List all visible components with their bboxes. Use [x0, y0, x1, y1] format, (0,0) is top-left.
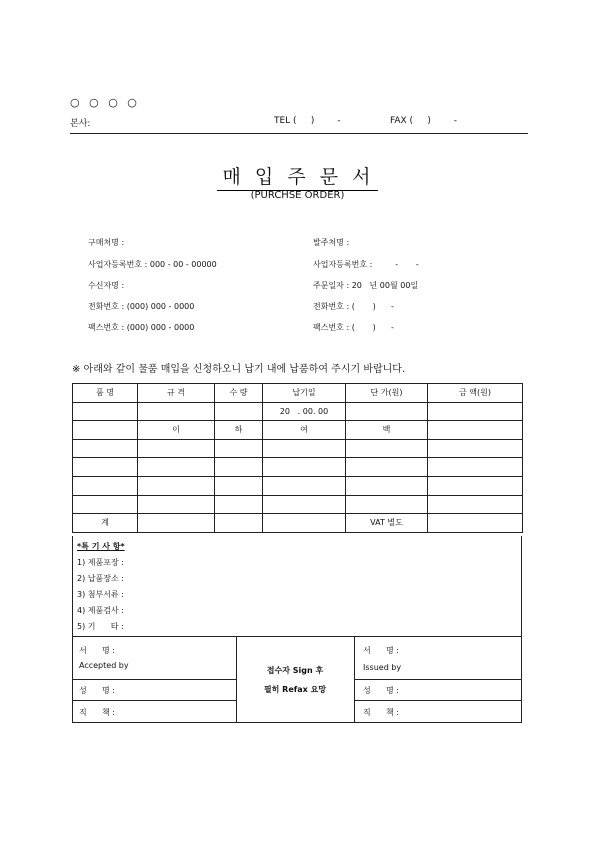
table-row	[73, 402, 523, 421]
right-row-line-1	[354, 679, 522, 680]
supplier-name: 발주처명 :	[313, 238, 350, 247]
total-amount-cell[interactable]	[428, 514, 523, 533]
remark-other[interactable]: 5) 기 타 :	[77, 622, 124, 631]
table-header-row	[73, 384, 523, 403]
refax-note-line2: 필히 Refax 요망	[263, 685, 327, 694]
remarks-title: *특 기 사 항*	[77, 542, 125, 551]
supplier-phone: 전화번호 : ( ) -	[313, 302, 394, 311]
col-header-spec: 규 격	[138, 384, 215, 403]
left-row-line-1	[72, 679, 236, 680]
buyer-biz-number: 사업자등록번호 : 000 - 00 - 00000	[88, 260, 217, 269]
right-row-line-2	[354, 700, 522, 701]
document-subtitle: (PURCHSE ORDER)	[250, 190, 345, 201]
amount-words-3: 여	[263, 421, 346, 440]
header-divider	[70, 133, 528, 134]
order-items-table	[72, 383, 523, 533]
supplier-fax: 팩스번호 : ( ) -	[313, 323, 394, 332]
due-date-cell[interactable]: 20 . 00. 00	[263, 402, 346, 421]
vat-label: VAT 별도	[346, 514, 428, 533]
hq-label: 본사:	[70, 119, 91, 129]
table-row	[73, 421, 523, 440]
total-row	[73, 514, 523, 533]
remark-packaging[interactable]: 1) 제품포장 :	[77, 558, 124, 567]
table-row	[73, 495, 523, 514]
total-label: 계	[73, 514, 138, 533]
col-header-price: 단 가(원)	[346, 384, 428, 403]
amount-words-1: 이	[138, 421, 215, 440]
table-row	[73, 439, 523, 458]
remark-inspection[interactable]: 4) 제품검사 :	[77, 606, 124, 615]
amount-words-2: 하	[215, 421, 263, 440]
buyer-title-label[interactable]: 직 책 :	[79, 708, 115, 717]
buyer-phone: 전화번호 : (000) 000 - 0000	[88, 302, 195, 311]
supplier-biz-number: 사업자등록번호 : - -	[313, 260, 419, 269]
buyer-fax: 팩스번호 : (000) 000 - 0000	[88, 323, 195, 332]
left-row-line-2	[72, 700, 236, 701]
company-name-placeholder: ○ ○ ○ ○	[70, 96, 140, 109]
order-date: 주문일자 : 20 년 00월 00일	[313, 281, 419, 290]
fax-field: FAX ( ) -	[390, 116, 457, 126]
document-title: 매 입 주 문 서	[0, 162, 595, 191]
table-row	[73, 476, 523, 495]
remark-attachments[interactable]: 3) 첨부서류 :	[77, 590, 124, 599]
issued-by-label: Issued by	[363, 663, 402, 672]
buyer-signature-label[interactable]: 서 명 :	[79, 646, 115, 655]
table-row	[73, 458, 523, 477]
issuer-title-label[interactable]: 직 책 :	[363, 708, 399, 717]
notice-text: ※ 아래와 같이 물품 매입을 신청하오니 납기 내에 납품하여 주시기 바랍니다.	[72, 364, 406, 375]
col-header-amount: 금 액(원)	[428, 384, 523, 403]
amount-words-4: 백	[346, 421, 428, 440]
remark-delivery-place[interactable]: 2) 납품장소 :	[77, 574, 124, 583]
remarks-box	[72, 536, 522, 637]
recipient-name: 수신자명 :	[88, 281, 125, 290]
tel-field: TEL ( ) -	[274, 116, 341, 126]
buyer-name: 구매처명 :	[88, 238, 125, 247]
issuer-signature-label[interactable]: 서 명 :	[363, 646, 399, 655]
issuer-name-label[interactable]: 성 명 :	[363, 686, 399, 695]
refax-note-line1: 접수자 Sign 후	[266, 666, 324, 675]
col-header-item: 품 명	[73, 384, 138, 403]
accepted-by-label: Accepted by	[79, 661, 129, 670]
sign-divider-left	[236, 636, 237, 723]
col-header-qty: 수 량	[215, 384, 263, 403]
col-header-due: 납기일	[263, 384, 346, 403]
buyer-name-label[interactable]: 성 명 :	[79, 686, 115, 695]
